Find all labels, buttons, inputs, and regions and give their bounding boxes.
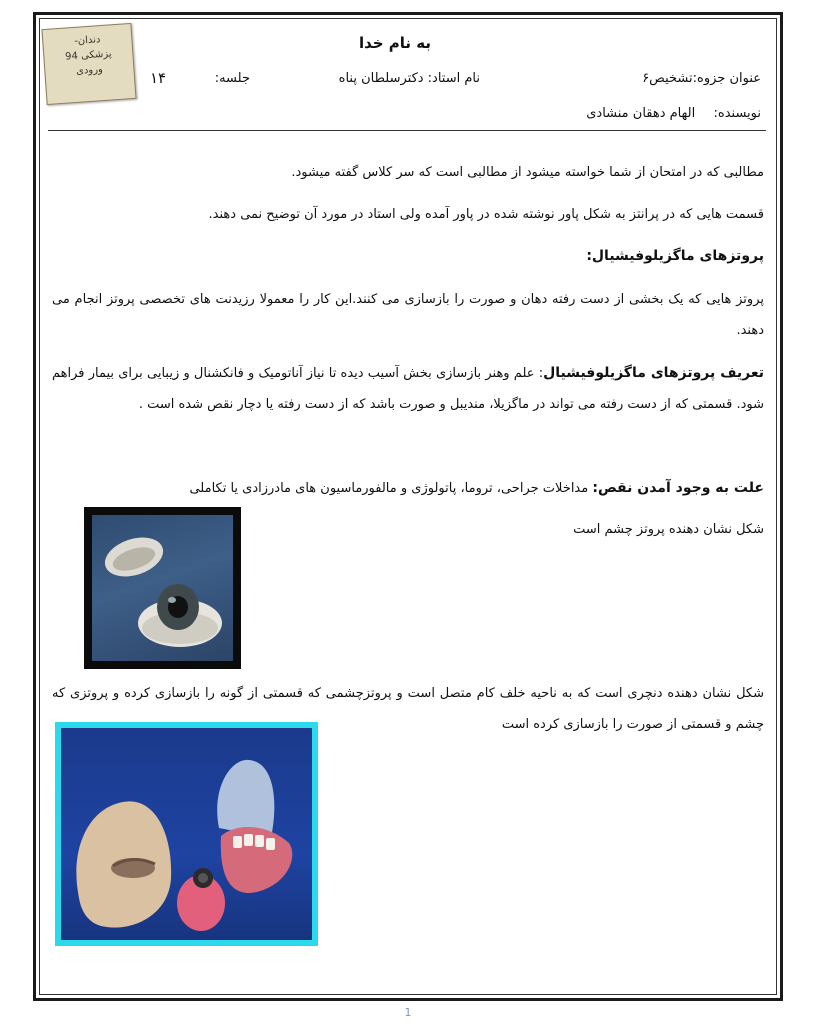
cause-text: مداخلات جراحی، تروما، پاتولوژی و مالفورماسیون های مادرزادی یا تکاملی (189, 481, 593, 496)
stamp-line-2: پزشکی 94 (64, 48, 112, 63)
section-heading: پروتزهای ماگزیلوفیشیال: (586, 248, 764, 264)
course-title: عنوان جزوه:تشخیص۶ (642, 71, 761, 86)
power-note: قسمت هایی که در پرانتز به شکل پاور نوشته شده در پاور آمده ولی استاد در مورد آن توضیح نمی دهند. (208, 207, 764, 222)
intro-paragraph: پروتز هایی که یک بخشی از دست رفته دهان و صورت را بازسازی می کنند.این کار را معمولا رزیدنت های تخصصی پروتز انجام می دهند. (52, 292, 764, 338)
session-number: ۱۴ (150, 69, 167, 87)
eye-prosthesis-caption: شکل نشان دهنده پروتز چشم است (573, 522, 764, 537)
class-stamp-logo (41, 23, 136, 105)
author-name: الهام دهقان منشادی (586, 106, 696, 121)
eye-prosthesis-photo (84, 507, 241, 669)
maxillofacial-prostheses-photo (55, 722, 318, 946)
exam-note: مطالبی که در امتحان از شما خواسته میشود از مطالبی است که سر کلاس گفته میشود. (291, 165, 764, 180)
definition-paragraph (52, 358, 764, 420)
page-number: 1 (404, 1006, 412, 1019)
header-divider (48, 130, 766, 131)
cause-label: علت به وجود آمدن نقص: (592, 480, 764, 496)
cause-paragraph (52, 473, 764, 504)
definition-label: تعریف پروتزهای ماگزیلوفیشیال (543, 365, 764, 381)
author-label: نویسنده: (713, 106, 761, 121)
author-line (586, 106, 761, 121)
stamp-line-1: دندان- (73, 34, 101, 47)
denture-caption: شکل نشان دهنده دنچری است که به ناحیه خلف کام متصل است و پروتزچشمی که قسمتی از گونه را بازسازی کرده و پروتزی که چشم و قسمتی از صورت را بازسازی کرده است (52, 686, 764, 732)
page-title: به نام خدا (358, 34, 432, 52)
teacher-name: نام استاد: دکترسلطان پناه (338, 71, 480, 86)
session-label: جلسه: (214, 71, 250, 86)
definition-text: : علم وهنر بازسازی بخش آسیب دیده تا نیاز آناتومیک و فانکشنال و زیبایی برای بیمار فراهم شود. قسمتی که از دست رفته می تواند در ماگزیلا، مندیبل و صورت باشد که از دست رفته یا دچار نقص شده است . (52, 366, 764, 412)
stamp-line-3: ورودی (75, 64, 104, 77)
